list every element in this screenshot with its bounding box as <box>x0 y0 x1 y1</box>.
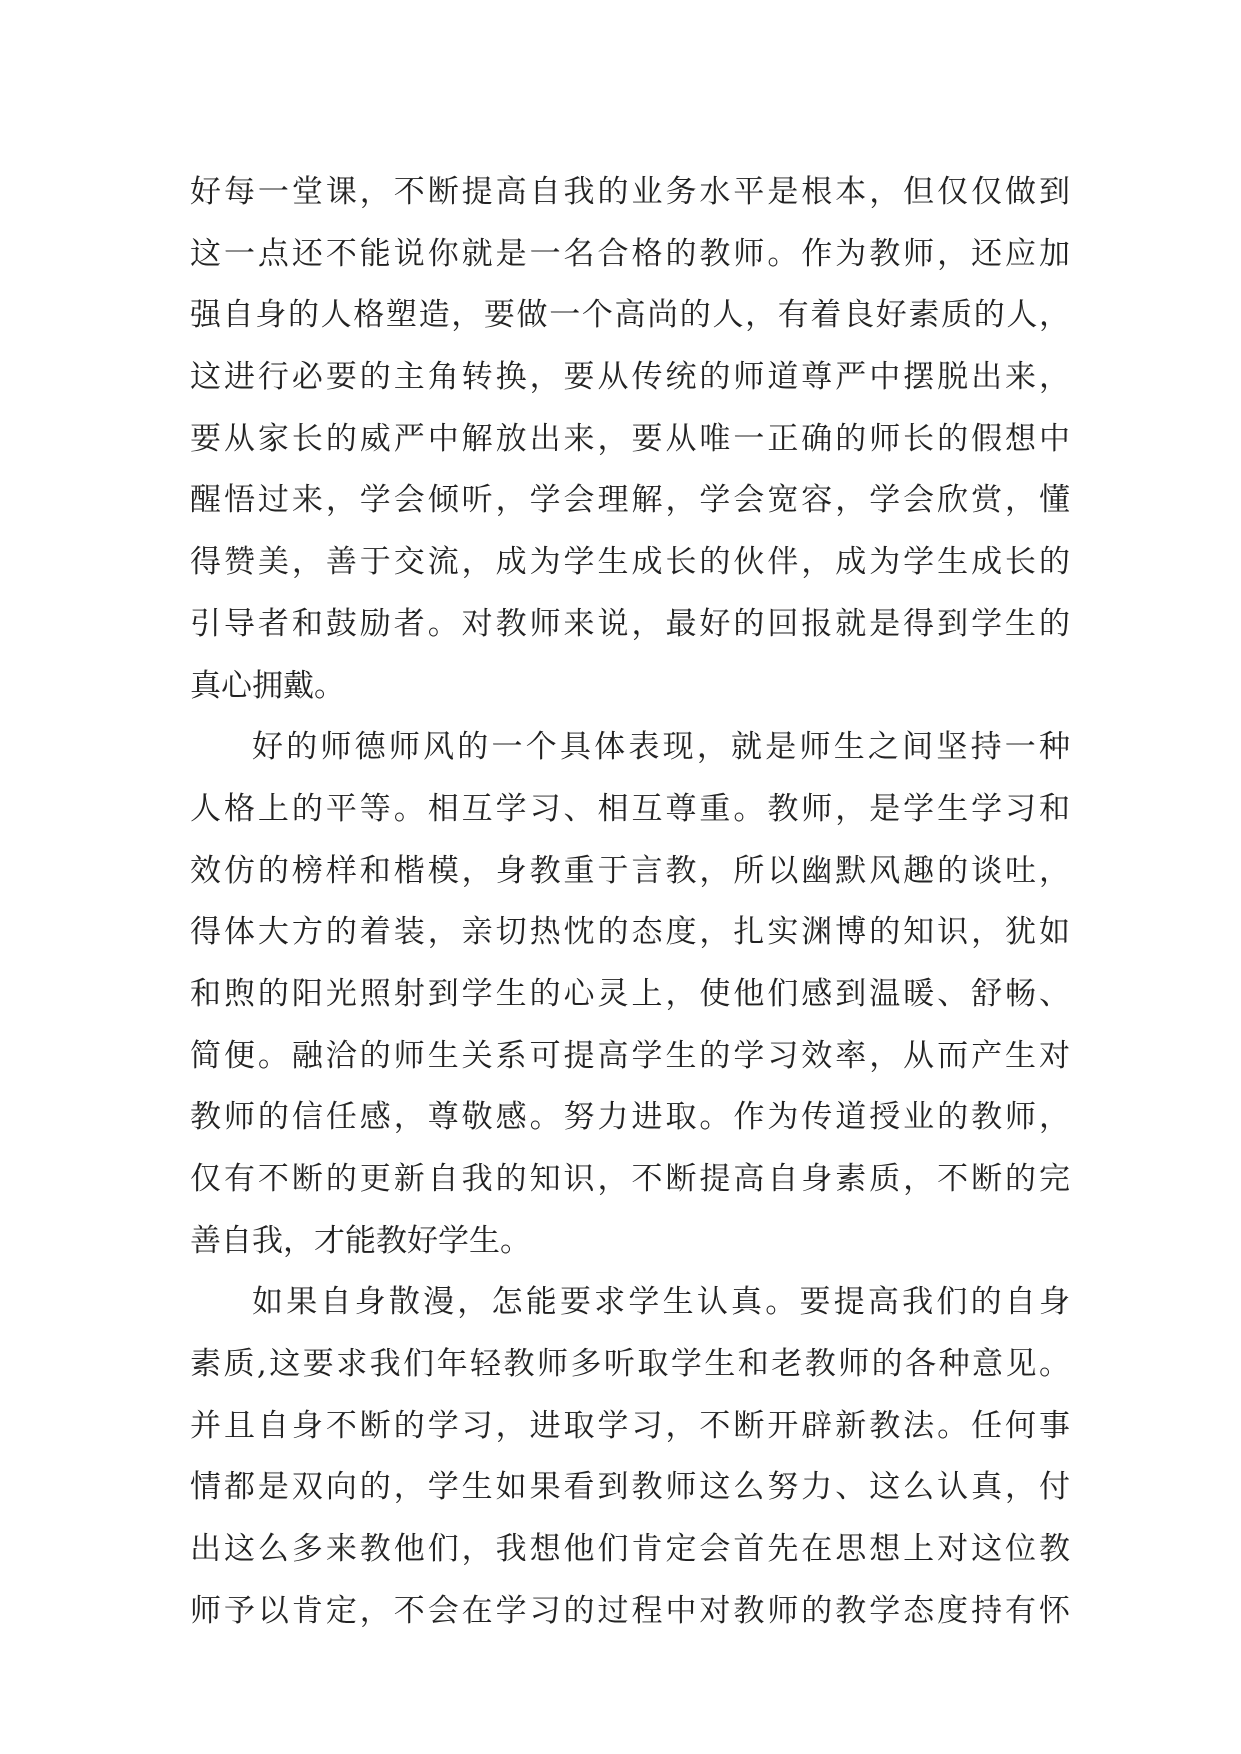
text-line: 人格上的平等。相互学习、相互尊重。教师，是学生学习和 <box>190 790 1070 827</box>
paragraph <box>190 1272 1070 1642</box>
text-line: 素质,这要求我们年轻教师多听取学生和老教师的各种意见。 <box>190 1346 1070 1383</box>
paragraph <box>190 162 1070 717</box>
text-line: 和煦的阳光照射到学生的心灵上，使他们感到温暖、舒畅、 <box>190 975 1070 1012</box>
text-line: 这进行必要的主角转换，要从传统的师道尊严中摆脱出来， <box>190 359 1070 396</box>
text-line: 得体大方的着装，亲切热忱的态度，扎实渊博的知识，犹如 <box>190 914 1070 951</box>
text-line: 效仿的榜样和楷模，身教重于言教，所以幽默风趣的谈吐， <box>190 852 1070 889</box>
text-line: 教师的信任感，尊敬感。努力进取。作为传道授业的教师， <box>190 1099 1070 1136</box>
text-line: 师予以肯定，不会在学习的过程中对教师的教学态度持有怀 <box>190 1592 1070 1629</box>
text-line: 强自身的人格塑造，要做一个高尚的人，有着良好素质的人， <box>190 297 1070 334</box>
text-line: 如果自身散漫，怎能要求学生认真。要提高我们的自身 <box>252 1284 1070 1321</box>
text-line: 得赞美，善于交流，成为学生成长的伙伴，成为学生成长的 <box>190 544 1070 581</box>
text-line: 引导者和鼓励者。对教师来说，最好的回报就是得到学生的 <box>190 605 1070 642</box>
text-line: 这一点还不能说你就是一名合格的教师。作为教师，还应加 <box>190 235 1070 272</box>
text-line: 情都是双向的，学生如果看到教师这么努力、这么认真，付 <box>190 1469 1070 1506</box>
text-line: 好每一堂课，不断提高自我的业务水平是根本，但仅仅做到 <box>190 174 1070 210</box>
text-line: 并且自身不断的学习，进取学习，不断开辟新教法。任何事 <box>190 1407 1070 1444</box>
paragraph <box>190 717 1070 1272</box>
text-line: 出这么多来教他们，我想他们肯定会首先在思想上对这位教 <box>190 1531 1070 1568</box>
text-line: 好的师德师风的一个具体表现，就是师生之间坚持一种 <box>252 729 1070 766</box>
text-line: 醒悟过来，学会倾听，学会理解，学会宽容，学会欣赏，懂 <box>190 482 1070 519</box>
document-body <box>190 162 1070 1643</box>
text-line: 真心拥戴。 <box>190 667 345 704</box>
text-line: 要从家长的威严中解放出来，要从唯一正确的师长的假想中 <box>190 420 1070 457</box>
text-line: 简便。融洽的师生关系可提高学生的学习效率，从而产生对 <box>190 1037 1070 1074</box>
text-line: 善自我，才能教好学生。 <box>190 1222 531 1259</box>
text-line: 仅有不断的更新自我的知识，不断提高自身素质，不断的完 <box>190 1161 1070 1197</box>
